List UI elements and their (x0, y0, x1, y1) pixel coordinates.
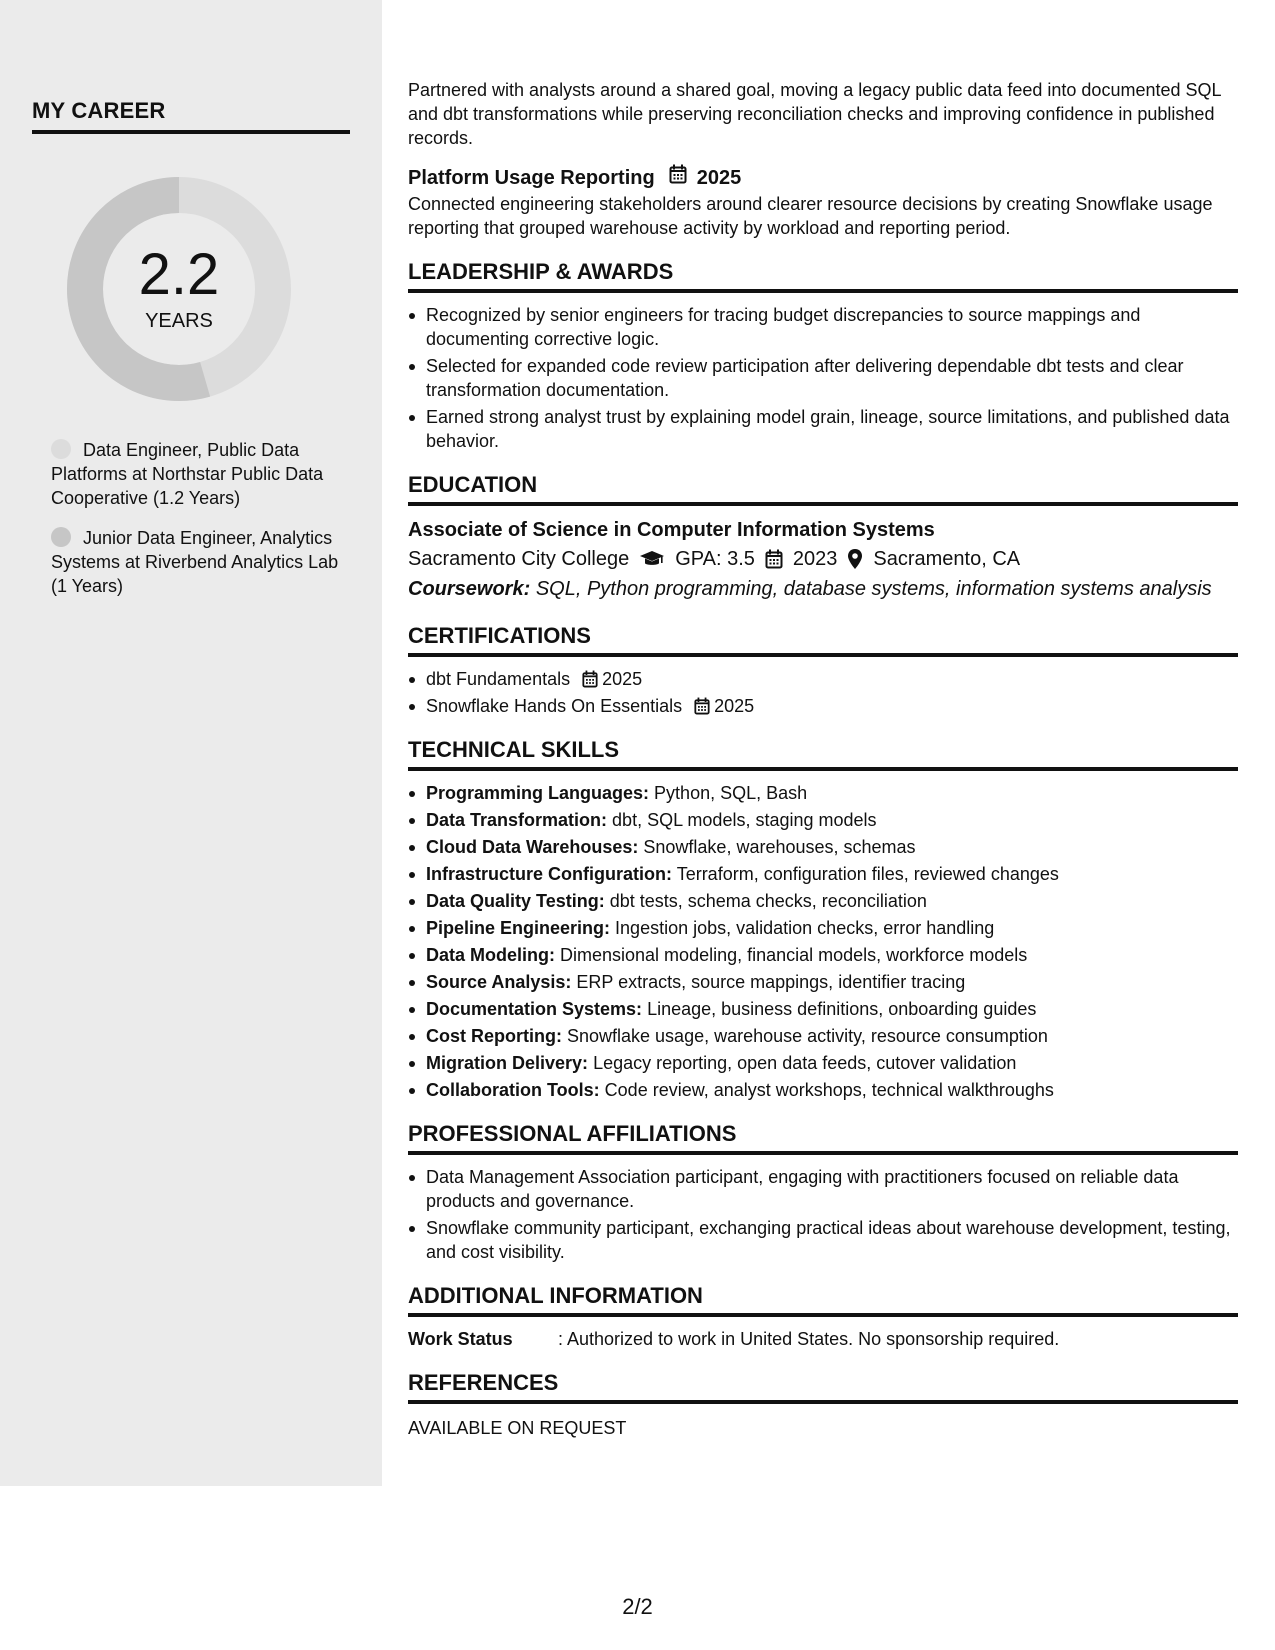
career-item-text: Junior Data Engineer, Analytics Systems at Riverbend Analytics Lab (1 Years) (51, 528, 339, 596)
list-item: Earned strong analyst trust by explaining model grain, lineage, source limitations, and published data behavior. (426, 405, 1238, 453)
skill-value: ERP extracts, source mappings, identifier tracing (576, 972, 966, 992)
affiliations-heading: PROFESSIONAL AFFILIATIONS (408, 1120, 1238, 1155)
list-item (426, 970, 1238, 994)
skill-value: Dimensional modeling, financial models, workforce models (560, 945, 1028, 965)
legend-dot-icon (51, 527, 71, 547)
list-item (426, 916, 1238, 940)
skill-value: Code review, analyst workshops, technical walkthroughs (604, 1080, 1054, 1100)
work-status-row (408, 1327, 1238, 1351)
list-item (426, 1051, 1238, 1075)
list-item (426, 808, 1238, 832)
skill-label: Programming Languages: (426, 783, 650, 803)
years-unit: YEARS (145, 310, 213, 332)
list-item: Data Management Association participant, engaging with practitioners focused on reliable data products and governance. (426, 1165, 1238, 1213)
certification-name: Snowflake Hands On Essentials (426, 696, 683, 716)
list-item (426, 1078, 1238, 1102)
project-intro: Partnered with analysts around a shared goal, moving a legacy public data feed into documented SQL and dbt transformations while preserving reconciliation checks and improving confidence in published records. (408, 80, 1221, 148)
additional-info-heading: ADDITIONAL INFORMATION (408, 1282, 1238, 1317)
certification-name: dbt Fundamentals (426, 669, 571, 689)
career-heading: MY CAREER (32, 98, 350, 134)
legend-dot-icon (51, 439, 71, 459)
skill-value: Snowflake usage, warehouse activity, resource consumption (567, 1026, 1048, 1046)
career-item (51, 438, 341, 510)
project-year: 2025 (696, 167, 742, 189)
list-item (426, 943, 1238, 967)
skills-list (408, 781, 1238, 1102)
coursework-text: SQL, Python programming, database systems, information systems analysis (535, 578, 1212, 600)
coursework (408, 574, 1238, 604)
graduation-cap-icon (639, 550, 665, 568)
list-item (426, 835, 1238, 859)
calendar-icon (765, 549, 783, 569)
list-item: Selected for expanded code review participation after delivering dependable dbt tests and clear transformation documentation. (426, 354, 1238, 402)
skill-label: Infrastructure Configuration: (426, 864, 672, 884)
list-item (426, 781, 1238, 805)
list-item (426, 889, 1238, 913)
skill-value: Terraform, configuration files, reviewed changes (676, 864, 1059, 884)
project-description: Connected engineering stakeholders around clearer resource decisions by creating Snowflake usage reporting that grouped warehouse activity by workload and reporting period. (408, 194, 1213, 238)
skill-value: Lineage, business definitions, onboarding guides (647, 999, 1037, 1019)
education-heading: EDUCATION (408, 471, 1238, 506)
skill-label: Data Transformation: (426, 810, 608, 830)
skill-label: Collaboration Tools: (426, 1080, 600, 1100)
skill-label: Source Analysis: (426, 972, 572, 992)
list-item: Snowflake community participant, exchanging practical ideas about warehouse development, testing, and cost visibility. (426, 1216, 1238, 1264)
list-item: Recognized by senior engineers for tracing budget discrepancies to source mappings and documenting corrective logic. (426, 303, 1238, 351)
affiliations-list (408, 1165, 1238, 1264)
skill-label: Pipeline Engineering: (426, 918, 611, 938)
career-item-text: Data Engineer, Public Data Platforms at Northstar Public Data Cooperative (1.2 Years) (51, 440, 324, 508)
work-status-value: : Authorized to work in United States. No sponsorship required. (558, 1329, 1060, 1349)
page-number: 2/2 (622, 1594, 653, 1619)
list-item (426, 694, 1238, 718)
coursework-label: Coursework: (408, 578, 531, 600)
skill-label: Data Quality Testing: (426, 891, 605, 911)
skill-value: Python, SQL, Bash (654, 783, 808, 803)
main-content (408, 78, 1238, 1440)
career-list (51, 438, 341, 614)
work-status-label: Work Status (408, 1329, 513, 1349)
skill-value: Snowflake, warehouses, schemas (643, 837, 916, 857)
list-item (426, 1024, 1238, 1048)
references-text: AVAILABLE ON REQUEST (408, 1418, 627, 1438)
education-details (408, 544, 1238, 574)
certifications-heading: CERTIFICATIONS (408, 622, 1238, 657)
school-name: Sacramento City College (408, 548, 630, 570)
leadership-heading: LEADERSHIP & AWARDS (408, 258, 1238, 293)
skill-label: Documentation Systems: (426, 999, 643, 1019)
skill-label: Cloud Data Warehouses: (426, 837, 639, 857)
graduation-year: 2023 (792, 548, 838, 570)
school-location: Sacramento, CA (873, 548, 1021, 570)
project-heading (408, 164, 1238, 192)
skill-value: dbt, SQL models, staging models (612, 810, 877, 830)
skill-label: Cost Reporting: (426, 1026, 562, 1046)
gpa: GPA: 3.5 (675, 548, 755, 570)
skill-value: Ingestion jobs, validation checks, error handling (615, 918, 995, 938)
years-value: 2.2 (138, 242, 220, 307)
references-heading: REFERENCES (408, 1369, 1238, 1404)
career-years-donut (66, 176, 292, 402)
skill-value: dbt tests, schema checks, reconciliation (609, 891, 927, 911)
degree-title: Associate of Science in Computer Information Systems (408, 519, 935, 541)
certifications-list (408, 667, 1238, 718)
project-title: Platform Usage Reporting (408, 167, 655, 189)
list-item (426, 862, 1238, 886)
map-pin-icon (847, 548, 863, 570)
sidebar (0, 0, 382, 1486)
leadership-list (408, 303, 1238, 453)
list-item (426, 997, 1238, 1021)
certification-year: 2025 (602, 669, 643, 689)
calendar-icon (694, 697, 710, 715)
calendar-icon (582, 670, 598, 688)
skills-heading: TECHNICAL SKILLS (408, 736, 1238, 771)
calendar-icon (669, 164, 687, 192)
skill-value: Legacy reporting, open data feeds, cutover validation (593, 1053, 1017, 1073)
career-item (51, 526, 341, 598)
list-item (426, 667, 1238, 691)
certification-year: 2025 (714, 696, 755, 716)
skill-label: Migration Delivery: (426, 1053, 589, 1073)
skill-label: Data Modeling: (426, 945, 555, 965)
